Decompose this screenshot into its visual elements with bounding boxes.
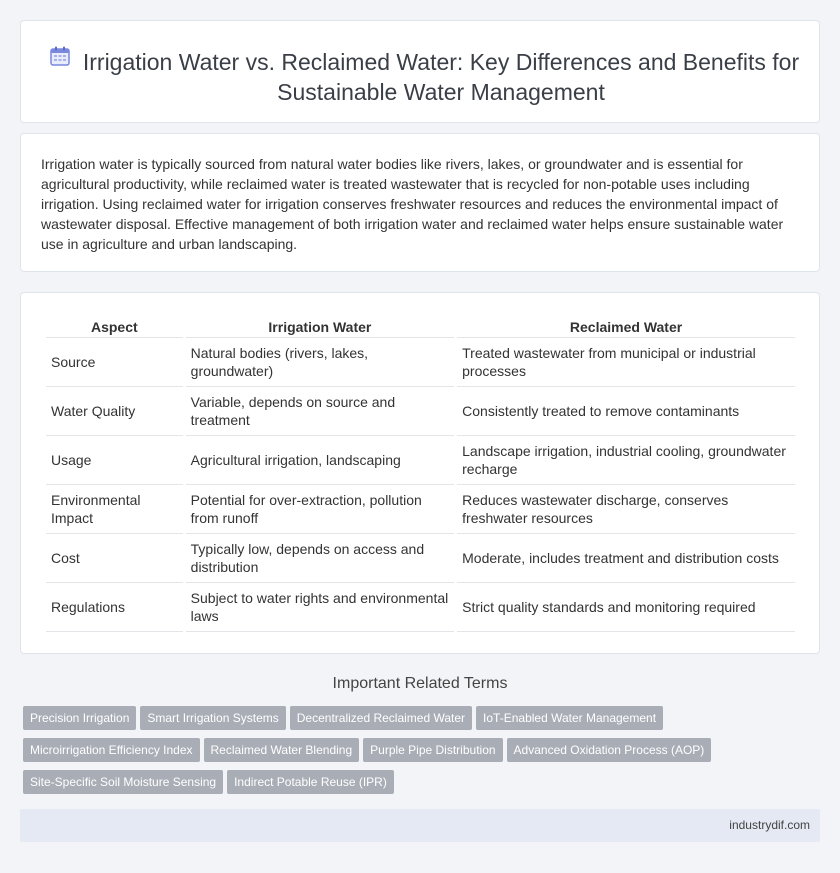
row-irrigation: Typically low, depends on access and distribution (186, 534, 454, 583)
footer (20, 809, 820, 842)
comparison-table-card (20, 292, 820, 654)
tag-purple-pipe-distribution[interactable]: Purple Pipe Distribution (363, 738, 502, 762)
row-aspect: Water Quality (46, 387, 183, 436)
tag-iot-water-management[interactable]: IoT-Enabled Water Management (476, 706, 663, 730)
row-aspect: Regulations (46, 583, 183, 632)
row-reclaimed: Landscape irrigation, industrial cooling, groundwater recharge (457, 436, 795, 485)
table-row (46, 436, 795, 485)
header-reclaimed-water: Reclaimed Water (457, 316, 795, 338)
row-irrigation: Subject to water rights and environmental laws (186, 583, 454, 632)
row-irrigation: Agricultural irrigation, landscaping (186, 436, 454, 485)
related-terms-tags (23, 706, 803, 802)
footer-site-link[interactable]: industrydif.com (729, 818, 810, 832)
tag-advanced-oxidation-process[interactable]: Advanced Oxidation Process (AOP) (507, 738, 712, 762)
table-row (46, 485, 795, 534)
row-aspect: Cost (46, 534, 183, 583)
intro-card (20, 133, 820, 272)
table-row (46, 387, 795, 436)
row-aspect: Source (46, 338, 183, 387)
intro-paragraph: Irrigation water is typically sourced from natural water bodies like rivers, lakes, or groundwater and is essential for agricultural productivity, while reclaimed water is treated wastewater that is recycled for non-potable uses including irrigation. Using reclaimed water for irrigation conserves freshwater resources and reduces the environmental impact of wastewater disposal. Effective management of both irrigation water and reclaimed water helps ensure sustainable water use in agriculture and urban landscaping. (41, 156, 784, 252)
row-reclaimed: Consistently treated to remove contaminants (457, 387, 795, 436)
title-card (20, 20, 820, 123)
tag-decentralized-reclaimed-water[interactable]: Decentralized Reclaimed Water (290, 706, 472, 730)
header-aspect: Aspect (46, 316, 183, 338)
table-row (46, 534, 795, 583)
table-header-row (46, 316, 795, 338)
header-irrigation-water: Irrigation Water (186, 316, 454, 338)
tag-microirrigation-efficiency-index[interactable]: Microirrigation Efficiency Index (23, 738, 200, 762)
tag-precision-irrigation[interactable]: Precision Irrigation (23, 706, 136, 730)
row-irrigation: Potential for over-extraction, pollution from runoff (186, 485, 454, 534)
comparison-table (43, 316, 798, 632)
tag-indirect-potable-reuse[interactable]: Indirect Potable Reuse (IPR) (227, 770, 394, 794)
tag-soil-moisture-sensing[interactable]: Site-Specific Soil Moisture Sensing (23, 770, 223, 794)
tag-smart-irrigation-systems[interactable]: Smart Irrigation Systems (140, 706, 285, 730)
row-reclaimed: Treated wastewater from municipal or industrial processes (457, 338, 795, 387)
page-title: Irrigation Water vs. Reclaimed Water: Key Differences and Benefits for Sustainable Water Management (82, 49, 800, 105)
row-irrigation: Variable, depends on source and treatment (186, 387, 454, 436)
tag-reclaimed-water-blending[interactable]: Reclaimed Water Blending (204, 738, 360, 762)
row-reclaimed: Moderate, includes treatment and distribution costs (457, 534, 795, 583)
row-reclaimed: Strict quality standards and monitoring required (457, 583, 795, 632)
row-irrigation: Natural bodies (rivers, lakes, groundwater) (186, 338, 454, 387)
row-reclaimed: Reduces wastewater discharge, conserves freshwater resources (457, 485, 795, 534)
row-aspect: Usage (46, 436, 183, 485)
row-aspect: Environmental Impact (46, 485, 183, 534)
table-row (46, 583, 795, 632)
table-row (46, 338, 795, 387)
related-terms-title: Important Related Terms (332, 675, 508, 692)
